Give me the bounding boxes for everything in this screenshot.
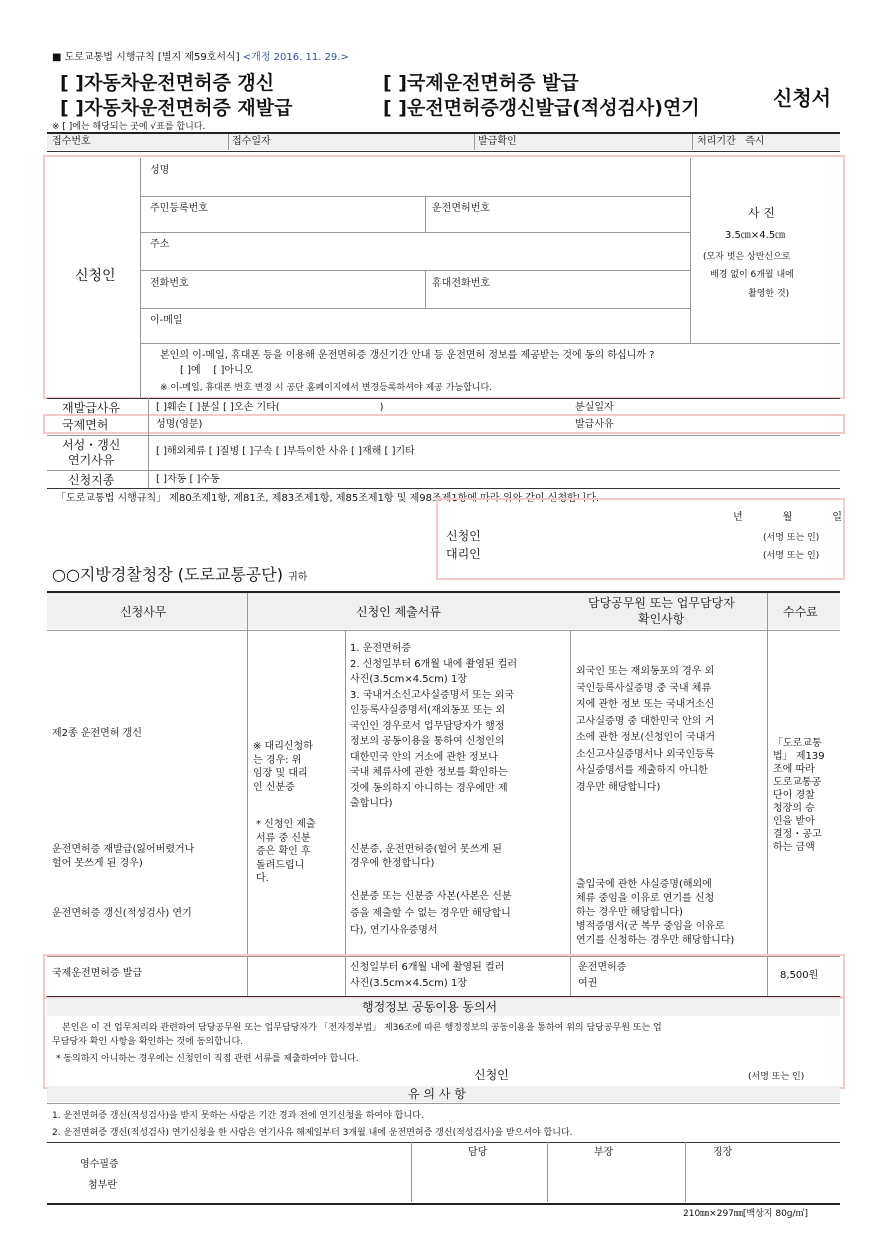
license-no-label: 운전면허번호 (432, 203, 490, 214)
apply-place-options[interactable]: [ ]자동 [ ]수동 (156, 474, 220, 485)
row-intl-service: 국제운전면허증 발급 (52, 968, 143, 979)
resident-no-label: 주민등록번호 (150, 203, 208, 214)
photo-note-1: (모자 벗은 상반신으로 (703, 252, 791, 262)
id-note: * 신청인 제출 서류 중 신분 증은 확인 후 돌려드립니 다. (256, 819, 316, 884)
director-label: 징장 (713, 1147, 733, 1158)
paper-spec: 210㎜×297㎜[백상지 80g/㎡] (683, 1209, 809, 1219)
photo-title: 사 진 (748, 206, 775, 220)
manager-label: 부장 (594, 1147, 614, 1158)
photo-size: 3.5㎝×4.5㎝ (725, 230, 786, 241)
intl-reason-label: 발급사유 (575, 419, 614, 430)
addressee: ○○지방경찰청장 (도로교통공단) 귀하 (52, 565, 308, 584)
date-line[interactable]: 년 월 일 (733, 512, 843, 523)
consent-question: 본인의 이-메일, 휴대폰 등을 이용해 운전면허증 갱신기간 안내 등 운전면허 정보를 제공받는 것에 동의 하십니까 ? (160, 350, 655, 361)
consent-info-sign[interactable]: (서명 또는 인) (748, 1072, 805, 1082)
notes-item-1: 1. 운전면허증 갱신(적성검사)을 받지 못하는 사람은 기간 경과 전에 연기신청을 하여야 합니다. (52, 1111, 424, 1121)
receipt-number: 접수번호 (52, 136, 91, 147)
law-reference: ■ 도로교통법 시행규칙 [별지 제59호서식] <개정 2016. 11. 29.> (52, 52, 349, 63)
doc-type: 신청서 (773, 86, 831, 110)
email-label: 이-메일 (150, 315, 183, 326)
consent-note: ※ 이-메일, 휴대폰 번호 변경 시 공단 홈페이지에서 변경등록하셔야 제공 가능합니다. (160, 383, 493, 393)
name-label: 성명 (150, 165, 170, 176)
photo-note-2: 배경 없이 6개월 내에 (710, 270, 794, 280)
in-charge-label: 담당 (468, 1147, 488, 1158)
check-note: ※ [ ]에는 해당되는 곳에 √표를 합니다. (52, 122, 206, 132)
row-renew-official: 외국인 또는 재외동포의 경우 외 국인등록사실증명 중 국내 체류 지에 관한 정보 또는 국내거소신 고사실증명 중 대한민국 안의 거 소에 관한 정보(신청인이 국내거 소신고사실증명서나 외국인등록 사실증명서를 제출하지 아니한 경우만 해당합니다) (576, 666, 716, 793)
sign-agent-note[interactable]: (서명 또는 인) (763, 551, 820, 561)
sign-agent-label: 대리인 (446, 547, 481, 561)
row-postpone-docs: 신분증 또는 신분증 사본(사본은 신분 증을 제출할 수 없는 경우만 해당합니 다), 연기사유증명서 (350, 891, 512, 936)
option-reissue[interactable]: [ ]자동차운전면허증 재발급 (60, 97, 293, 119)
address-label: 주소 (150, 239, 170, 250)
row-renew-docs: 1. 운전면허증 2. 신청일부터 6개월 내에 촬영된 컬러 사진(3.5cm×4.5cm) 1장 3. 국내거소신고사실증명서 또는 외국 인등록사실증명서(재외동포 또는 외 국인인 경우로서 업무담당자가 행정 정보의 공동이용을 통하여 신청인의 대한민국 안의 거소에 관한 정보나 국내 체류사에 관한 정보를 확인하는 것에 동의하지 아니하는 경우에만 제 출합니다) (350, 643, 518, 809)
postpone-label-2: 연기사유 (68, 453, 115, 467)
row-intl-official-1: 운전면허증 (578, 962, 627, 973)
th-docs: 신청인 제출서류 (356, 605, 441, 619)
option-renew[interactable]: [ ]자동차운전면허증 갱신 (60, 72, 275, 94)
row-renew-service: 제2종 운전면허 갱신 (52, 728, 142, 739)
consent-info-body-2: 무담당자 확인 사항을 확인하는 것에 동의합니다. (52, 1037, 244, 1047)
consent-info-note: * 동의하지 아니하는 경우에는 신청인이 직접 관련 서류를 제출하여야 합니다. (56, 1054, 359, 1064)
receipt-date: 접수일자 (232, 136, 271, 147)
row-postpone-service: 운전면허증 갱신(적성검사) 연기 (52, 908, 192, 919)
option-postpone[interactable]: [ ]운전면허증갱신발급(적성검사)연기 (383, 97, 700, 119)
th-service: 신청사무 (120, 605, 167, 619)
applicant-section-label: 신청인 (75, 268, 116, 284)
row-reissue-service-1: 운전면허증 재발급(잃어버렸거나 (52, 844, 195, 855)
row-reissue-docs-1: 신분증, 운전면허증(헐어 못쓰게 된 (350, 844, 502, 855)
apply-place-label: 신청지종 (68, 473, 115, 487)
row-intl-official-2: 여권 (578, 978, 598, 989)
intl-name-label: 성명(영문) (156, 419, 203, 430)
row-intl-fee: 8,500원 (780, 970, 819, 981)
agent-note: ※ 대리신청하 는 경우: 위 임장 및 대리 인 신분증 (253, 741, 313, 793)
postpone-options[interactable]: [ ]해외체류 [ ]질병 [ ]구속 [ ]부득이한 사유 [ ]재해 [ ]기타 (156, 446, 415, 457)
statement: 「도로교통법 시행규칙」 제80조제1항, 제81조, 제83조제1항, 제85조제1항 및 제98조제1항에 따라 위와 같이 신청합니다. (56, 493, 600, 504)
receipt-confirm: 발급확인 (478, 136, 517, 147)
fee-note: 「도로교통 법」 제139 조에 따라 도로교통공 단이 경찰 청장의 승 인을 받아 결정・공고 하는 금액 (773, 738, 825, 853)
attach-label: 첨부란 (88, 1180, 117, 1191)
receipt-stamp-label: 영수필증 (80, 1159, 119, 1170)
th-fee: 수수료 (783, 605, 818, 619)
row-intl-docs-1: 신청일부터 6개월 내에 촬영된 컬러 (350, 962, 505, 973)
row-reissue-service-2: 헐어 못쓰게 된 경우) (52, 858, 143, 869)
phone-label: 전화번호 (150, 278, 189, 289)
postpone-label-1: 서성・갱신 (62, 438, 121, 452)
option-intl[interactable]: [ ]국제운전면허증 발급 (383, 72, 579, 94)
reissue-label: 재발급사유 (62, 401, 120, 415)
reissue-options[interactable]: [ ]훼손 [ ]분실 [ ]오손 기타( ) (156, 402, 384, 413)
notes-item-2: 2. 운전면허증 갱신(적성검사) 연기신청을 한 사람은 연기사유 해제일부터 3개월 내에 운전면허증 갱신(적성검사)을 받으셔야 합니다. (52, 1128, 573, 1138)
consent-info-body-1: 본인은 이 건 업무처리와 관련하여 담당공무원 또는 업무담당자가 「전자정부법」 제36조에 따른 행정정보의 공동이용을 통하여 위의 담당공무원 또는 업 (62, 1023, 662, 1033)
th-official-2: 확인사항 (638, 612, 685, 626)
row-postpone-official: 출입국에 관한 사실증명(해외에 체류 중임을 이유로 연기를 신청 하는 경우만 해당합니다) 병적증명서(군 복무 중임을 이유로 연기를 신청하는 경우만 해당합니다) (576, 879, 735, 946)
row-reissue-docs-2: 경우에 한정합니다) (350, 858, 435, 869)
sign-applicant-note[interactable]: (서명 또는 인) (763, 533, 820, 543)
photo-note-3: 촬영한 것) (748, 289, 790, 299)
th-official-1: 담당공무원 또는 업무담당자 (588, 596, 735, 610)
consent-info-applicant: 신청인 (474, 1068, 509, 1082)
sign-applicant-label: 신청인 (446, 529, 481, 543)
lost-date-label: 분실일자 (575, 402, 614, 413)
consent-options[interactable]: [ ]예 [ ]아니오 (180, 365, 254, 376)
processing-period: 처리기간 즉시 (697, 136, 765, 147)
mobile-label: 휴대전화번호 (432, 278, 490, 289)
notes-title: 유 의 사 항 (408, 1087, 466, 1101)
consent-info-title: 행정정보 공동이용 동의서 (362, 1000, 498, 1014)
row-intl-docs-2: 사진(3.5cm×4.5cm) 1장 (350, 978, 467, 989)
intl-label: 국제면허 (62, 418, 109, 432)
